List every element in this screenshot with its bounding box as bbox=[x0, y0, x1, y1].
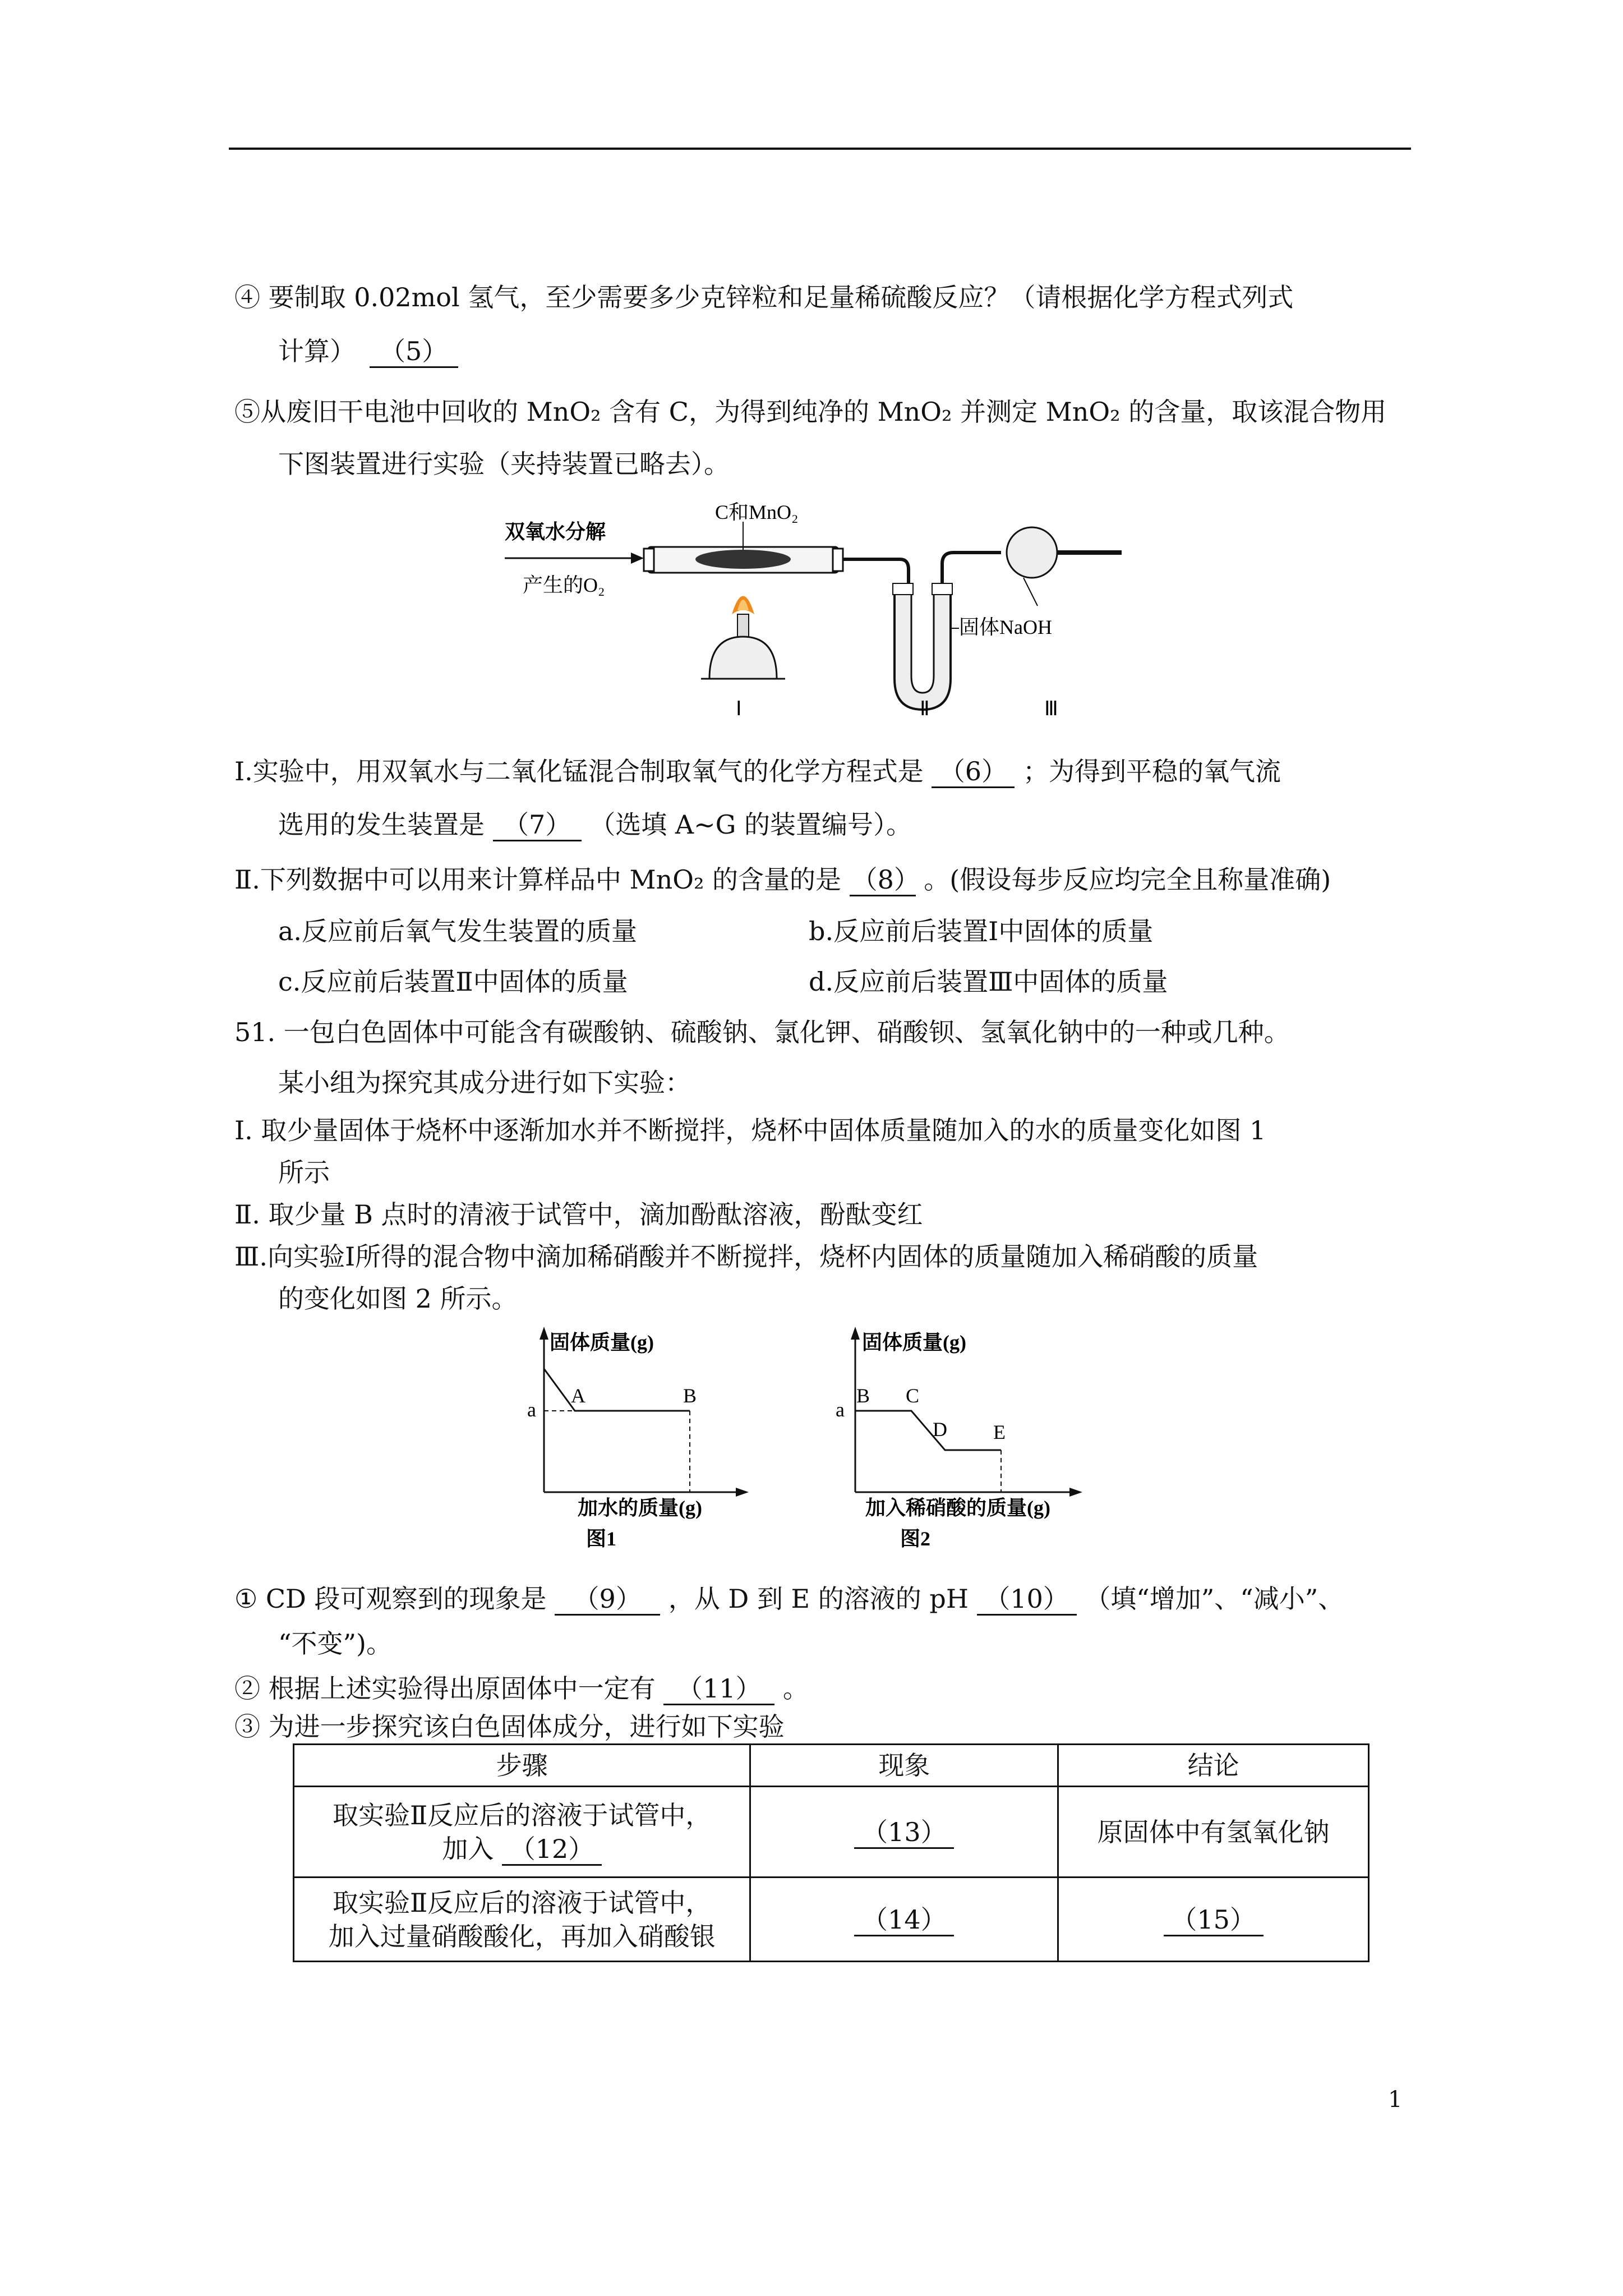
table-header-row bbox=[294, 1745, 1369, 1787]
graph2-point-d: D bbox=[933, 1418, 947, 1441]
part2-text-a: Ⅱ.下列数据中可以用来计算样品中 MnO₂ 的含量的是 bbox=[234, 864, 842, 895]
u-stopper-left bbox=[893, 583, 913, 595]
option-b: b.反应前后装置Ⅰ中固体的质量 bbox=[809, 916, 1154, 946]
part1-text-c: 选用的发生装置是 bbox=[278, 809, 485, 840]
option-d: d.反应前后装置Ⅲ中固体的质量 bbox=[809, 967, 1168, 997]
graph2-a-label: a bbox=[836, 1398, 845, 1421]
blank-10: （10） bbox=[977, 1584, 1077, 1616]
connector-2-3 bbox=[942, 553, 1001, 583]
page-number: 1 bbox=[1388, 2087, 1403, 2113]
device-label-2: Ⅱ bbox=[920, 697, 930, 720]
graph1-curve bbox=[544, 1369, 690, 1411]
row2-step-line1: 取实验Ⅱ反应后的溶液于试管中， bbox=[333, 1887, 712, 1918]
row2-conclusion bbox=[1058, 1878, 1369, 1962]
q5-line1: ⑤从废旧干电池中回收的 MnO₂ 含有 C，为得到纯净的 MnO₂ 并测定 MnO₂ 的含量，取该混合物用 bbox=[234, 397, 1387, 427]
blank-13: （13） bbox=[854, 1817, 954, 1849]
header-phenomenon: 现象 bbox=[750, 1745, 1058, 1787]
source-label-2: 产生的O₂ bbox=[523, 574, 605, 596]
header-conclusion: 结论 bbox=[1058, 1745, 1369, 1787]
graph2-y-arrow bbox=[851, 1327, 860, 1340]
graph2-caption: 图2 bbox=[900, 1527, 931, 1550]
sub1-line2: “不变”)。 bbox=[278, 1628, 392, 1659]
blank-8: （8） bbox=[850, 864, 916, 896]
option-c: c.反应前后装置Ⅱ中固体的质量 bbox=[278, 967, 628, 997]
graph2-point-c: C bbox=[906, 1384, 920, 1407]
part1-line2 bbox=[278, 808, 912, 841]
blank-12: （12） bbox=[502, 1834, 602, 1866]
row2-step bbox=[294, 1878, 750, 1962]
graph2-ylabel: 固体质量(g) bbox=[862, 1331, 966, 1354]
graph1-point-b: B bbox=[683, 1384, 697, 1407]
graph-1 bbox=[516, 1324, 763, 1559]
header-rule bbox=[229, 148, 1411, 150]
sub2-line bbox=[234, 1672, 809, 1705]
sample-mixture bbox=[695, 550, 791, 569]
blank-14: （14） bbox=[854, 1904, 954, 1936]
header-steps: 步骤 bbox=[294, 1745, 750, 1787]
row1-conclusion: 原固体中有氢氧化钠 bbox=[1058, 1787, 1369, 1878]
device-label-3: Ⅲ bbox=[1044, 697, 1058, 720]
u-stopper-right bbox=[932, 583, 952, 595]
graph2-x-arrow bbox=[1069, 1488, 1082, 1497]
sub1-text-c: （填“增加”、“减小”、 bbox=[1085, 1584, 1344, 1614]
row1-step-line2-text: 加入 bbox=[442, 1833, 494, 1864]
sub2-text-b: 。 bbox=[782, 1673, 809, 1704]
q51-step2: Ⅱ. 取少量 B 点时的清液于试管中，滴加酚酞溶液，酚酞变红 bbox=[234, 1199, 923, 1230]
table-row bbox=[294, 1878, 1369, 1962]
blank-11: （11） bbox=[663, 1673, 774, 1705]
experiment-table bbox=[293, 1743, 1370, 1962]
graph1-x-arrow bbox=[736, 1488, 749, 1497]
row1-phenomenon bbox=[750, 1787, 1058, 1878]
graph1-a-label: a bbox=[527, 1398, 536, 1421]
row2-step-line2: 加入过量硝酸酸化，再加入硝酸银 bbox=[328, 1921, 716, 1952]
q51-line1: 51. 一包白色固体中可能含有碳酸钠、硫酸钠、氯化钾、硝酸钡、氢氧化钠中的一种或几种。 bbox=[234, 1017, 1290, 1047]
q4-line2-text: 计算） bbox=[278, 336, 356, 366]
drying-bulb bbox=[1007, 527, 1057, 578]
source-label-1: 双氧水分解 bbox=[505, 521, 606, 543]
row1-step-line2 bbox=[300, 1832, 744, 1866]
row1-step-line1: 取实验Ⅱ反应后的溶液于试管中， bbox=[333, 1800, 712, 1830]
naoh-label: 固体NaOH bbox=[959, 616, 1052, 638]
option-a: a.反应前后氧气发生装置的质量 bbox=[278, 916, 638, 946]
blank-6: （6） bbox=[932, 756, 1015, 788]
sub1-text-b: ，从 D 到 E 的溶液的 pH bbox=[668, 1584, 969, 1614]
q4-line2 bbox=[278, 334, 458, 368]
graph1-ylabel: 固体质量(g) bbox=[550, 1331, 654, 1354]
part1-line1 bbox=[234, 754, 1281, 788]
q51-step3-line2: 的变化如图 2 所示。 bbox=[278, 1283, 518, 1314]
tube-label: C和MnO₂ bbox=[715, 501, 799, 523]
graph2-point-e: E bbox=[993, 1421, 1006, 1443]
q51-step1-line2: 所示 bbox=[278, 1157, 330, 1188]
q51-step1-line1: Ⅰ. 取少量固体于烧杯中逐渐加水并不断搅拌，烧杯中固体质量随加入的水的质量变化如图 1 bbox=[234, 1115, 1266, 1145]
part2-text-b: 。(假设每步反应均完全且称量准确) bbox=[924, 864, 1331, 895]
q5-line2: 下图装置进行实验（夹持装置已略去）。 bbox=[278, 449, 730, 479]
graph1-point-a: A bbox=[571, 1384, 585, 1407]
part1-text-d: （选填 A~G 的装置编号）。 bbox=[589, 809, 912, 840]
graph-2 bbox=[827, 1324, 1141, 1559]
graph1-y-arrow bbox=[540, 1327, 548, 1340]
alcohol-lamp bbox=[709, 637, 777, 679]
q51-step3-line1: Ⅲ.向实验Ⅰ所得的混合物中滴加稀硝酸并不断搅拌，烧杯内固体的质量随加入稀硝酸的质量 bbox=[234, 1241, 1258, 1272]
blank-5: （5） bbox=[370, 336, 458, 368]
source-arrow-head bbox=[631, 553, 644, 564]
sub1-line1 bbox=[234, 1582, 1344, 1616]
graph1-xlabel: 加水的质量(g) bbox=[578, 1497, 702, 1519]
graph2-point-b: B bbox=[856, 1384, 870, 1407]
tube-stopper-left bbox=[644, 549, 654, 571]
graph2-curve bbox=[855, 1411, 1001, 1450]
sub1-text-a: ① CD 段可观察到的现象是 bbox=[234, 1584, 547, 1614]
row1-step bbox=[294, 1787, 750, 1878]
q4-line1: ④ 要制取 0.02mol 氢气，至少需要多少克锌粒和足量稀硫酸反应？（请根据化学方程式列式 bbox=[234, 282, 1294, 312]
sub3-line: ③ 为进一步探究该白色固体成分，进行如下实验 bbox=[234, 1711, 785, 1742]
part2-line bbox=[234, 863, 1331, 896]
blank-15: （15） bbox=[1164, 1904, 1264, 1936]
tube-stopper-right bbox=[833, 549, 843, 571]
sub2-text-a: ② 根据上述实验得出原固体中一定有 bbox=[234, 1673, 656, 1704]
lamp-wick bbox=[737, 614, 749, 637]
apparatus-diagram bbox=[494, 494, 1178, 729]
graph2-xlabel: 加入稀硝酸的质量(g) bbox=[865, 1497, 1050, 1519]
row2-phenomenon bbox=[750, 1878, 1058, 1962]
blank-9: （9） bbox=[555, 1584, 660, 1616]
device-label-1: Ⅰ bbox=[736, 697, 742, 720]
q51-line2: 某小组为探究其成分进行如下实验： bbox=[278, 1068, 691, 1098]
part1-text-a: Ⅰ.实验中，用双氧水与二氧化锰混合制取氧气的化学方程式是 bbox=[234, 756, 924, 786]
part1-text-b: ；为得到平稳的氧气流 bbox=[1023, 756, 1281, 786]
graph1-caption: 图1 bbox=[586, 1527, 617, 1550]
table-row bbox=[294, 1787, 1369, 1878]
u-tube-inner bbox=[911, 589, 934, 693]
naoh-pointer bbox=[1023, 578, 1038, 606]
blank-7: （7） bbox=[493, 809, 582, 841]
